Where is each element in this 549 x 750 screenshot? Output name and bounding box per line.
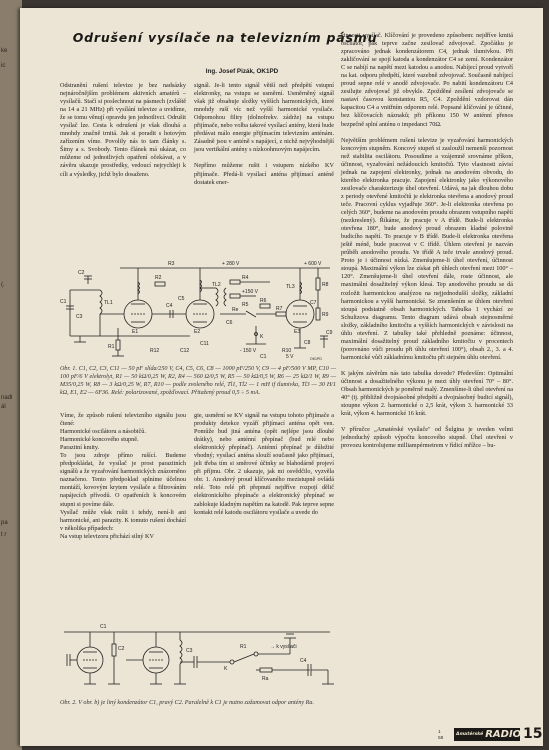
label-c9: C9 bbox=[326, 330, 333, 336]
label-e3: E3 bbox=[294, 329, 301, 335]
column-1-top-text: Odstranění rušení televize je bez nadsázky nejnáročnějším problémem aktivních amatérů – vysílačů. Stačí si poslechnout na pásmech (zvláště na 14 a 21 MHz) při vysílání televize a uvidíme, že se tomu věnují opravdu jen jednotlivci. Odrušit vysílač lze. Cesta k odrušení je však dlouhá a mnohdy značně trnitá. Jak si poradit s hotovým zařízením víme. Povolily nás to tam články s. Šimy a s. Svobody. Tento článek má ukázat, co můžeme od jednotlivých opatření očekávat, a v závěru ukazuje prostředky, vedoucí nejrychleji k cíli a výsledky, jichž bylo dosaženo. bbox=[60, 82, 186, 178]
label-r1: R1 bbox=[108, 344, 115, 350]
label-r12: R12 bbox=[150, 348, 160, 354]
label-r7: R7 bbox=[276, 306, 283, 312]
edge-fragment: pa bbox=[1, 520, 8, 526]
figure-2-caption: Obr. 2. V obr. b) je liný kondenzátor C1, pravý C2. Paralelně k C1 je nutno zažamovat odpor antény Ra. bbox=[60, 700, 314, 706]
label2-c2: C2 bbox=[118, 646, 125, 652]
label-e2: E2 bbox=[194, 329, 201, 335]
label2-ra: Ra bbox=[262, 676, 269, 682]
edge-fragment: nadl bbox=[1, 395, 13, 401]
label-re: Re bbox=[232, 307, 239, 313]
label-c1: C1 bbox=[60, 299, 67, 305]
label-plus280: + 280 V bbox=[222, 261, 240, 267]
circuit-diagram-1 bbox=[60, 248, 338, 362]
label-c12: C12 bbox=[180, 348, 190, 354]
label-c11: C11 bbox=[200, 341, 209, 347]
article-author: Ing. Josef Pizák, OK1PD bbox=[205, 68, 279, 75]
column-2-bottom-text: gie, usměrní se KV signál na vstupu tohoto přijímače a produkty detekce vyzáří přijímací anténa opět ven. Pomůže bud jiná anténa (opět nejlépe jsou dlouhé drátky), nebo anténní přepínač (bud relé nebo elektronický přepínač). Anténní přepínač je důležité vhodný; vysílací anténa slouží současně jako přijímací, jeli třeba tím si směrové účinky se blahodárně projeví při příjmu. Obr. 2 ukazuje, jak mi osvědčilo, vyzvěla obr. 1. Anodový proud klíčovaného mezistupně ovládá relé. Toto relé při přepnutí nejdříve rozpojí dělič elektronického přepínače a elektronický přepínač se zablokuje kladným napětím na katodě. Pak teprve sepne kontakt relé katodu oscilátoru vysílače a uvede do bbox=[194, 412, 334, 516]
label-r9: R9 bbox=[322, 312, 329, 318]
label-c3: C3 bbox=[76, 314, 83, 320]
column-3-text: činnosti vysílač. Klíčování je provedeno způsobem: nejdříve kmitá oscilátor, pak teprve začne zesilovač zdvojovač. Zpočátku je zpracováno jednak kondenzátorem C4, jednak tlumivkou. Při zakličování se spojí katoda a kondenzátor C4 se zemí. Kondenzátor C se nabíjí na napětí mezi katodou a anodou. Nabíjecí proud vytvoří na kat. odporu předpětí, které vazebně zdvojovač. Současně nabíjecí proud sepne relé v anodě zdvojovače. Po nabití kondenzátoru C4 zesilujte zdvojovač již obvykle. Zpožděné zesílení zdvojovače se nastaví časovou konstantou R5, C4. Zpoždění vzdorovat dán kapacitou C4 a vnitřním odporem relé. Popsané klíčování je účinné, bez klíčovacích náznaků; při příkonu 150 W anténní přenos bezpečně splní anténu o impedanci 70Ω. Největším problémem rušení televize je vyzařování harmonických koncovým stupněm. Koncový stupeň si zasloužil nemenší pozornost než stabilita oscilátoru. Posoudíme a vzájemně srovnáme příkon, účinnost, vyzařování nežádoucích kmitočtů. Tyto vlastnosti závisí jednak na zapojení elektronky, jednak na anodovém obvodu, do kterého elektronka pracuje. Zapojení elektronky jako výkonového zesilovače charakterizuje úhel otevření. Udává, na jak dlouhou dobu z periody otevřené kmitočtů je elektronka otevřena a anodový proud teče. Pracovní cyklus vyjadřuje 360°. Je-li elektronka otevřena po celých 360°, budeme na anodovém proudu obrazem vstupního napětí (nezkreslený). Říkáme, že pracuje v A třídě. Bude-li elektronka otevřena 180°, bude anodový proud obrazem kladné polovině budicího napětí. To pracuje v B třídě. Bude-li elektronka otevřena ještě méně, bude pracovat v C třídě. Úhlem otevření je nazván průběh anodového proudu. Ve třídě A teče trvale anodový proud. Proto je i účinnost nízká. Zmenšujeme-li úhel otevření, účinnost stoupá. Maximální výkon lze získat při úhlech otevření mezi 100° – 120°. Zmenšujeme-li úhel otevření dále, roste účinnost, ale maximální dosažitelný výkon klesá. Tep anodového proudu se dá rozložit harmonickou analýzou na nejjednodušší složky, základní harmonickou a vyšší harmonické. Se zmenšením se úhlem otevření stoupá podstatně obsah harmonických. Tabulka 1 vychází ze Schultzova diagramu. Tento diagram udává obsah stejnosměrné složky, základního kmitočtu a vyšších harmonických v závislosti na úhlu otevření. Z tabulky také přehledně poznáme: účinnost, maximální dosažitelný proud základního kmitočtu v procentech (porovnáno vůči proudu při úhlu otevření 100°), obsah 2., 3. a 4. harmonické vůči základnímu kmitočtu při stejném úhlu otevření. K jakým závěrům nás tato tabulka dovede? Především: Optimální účinnost a dosažitelného výkonu je mezi úhly otevření 70° – 80°. Obsah harmonických je poměrně malý. Zmenšíme-li úhel otevření na 40° (tj. přibližně dvojnásobné předpětí a dvojnásobný budicí signál), stoupne výkon 2. harmonické o 2,5 krát, výkon 3. harmonické 33 krát, výkon 4. harmonické 16 krát. V příručce „Amatérské vysílače" od Šulgina je uveden velmi jednoduchý způsob výpočtu koncového stupně. Úhel otevření v provozu kontrolujeme milliampérmetrem v řídicí mřížce – bu- bbox=[341, 32, 513, 450]
figure-1-caption: Obr. 1. C1, C2, C3, C11 — 50 pF slída/250 V, C4, C5, C6, C8 — 1000 pF/250 V, C9 — 4 pF/500 V MP, C10 — 100 pF/6 V elektrolyt, R1 — 50 kΩ/0,25 W, R2, R4 — 560 Ω/0,5 W, R5 — 50 kΩ/0,5 W, R6 — 25 kΩ/1 W, R9 — M35/0,25 W, R8 — 3 kΩ/0,25 W, R7, R10 — podle zvoleného relé, Tl1, Tl2 — 1 mH if tlumivka, Tl3 — 30 H/1 kΩ, E1, E2 — 6F36. Relé: polarizované, zpožďovací. Přitažený proud 0,5 ÷ 5 mA. bbox=[60, 366, 336, 396]
article-title: Odrušení vysílače na televizním pásmu bbox=[72, 30, 378, 45]
label2-c3: C3 bbox=[186, 648, 193, 654]
label-5v: 5 V bbox=[286, 354, 294, 360]
column-1-bottom-text: Víme, že způsob rušení televizního signálu jsou čtené: Harmonické oscilátoru a násobičů. Harmonické koncového stupně. Parazitní kmity. To jsou zdroje přímo rušící. Budeme předpokládat, že vysílač je prost parazitních signálů a že vyzařování harmonických znázorněno naznačeno. Tento předpoklad splníme účelnou montáží, kovovým krytem vysílače a filtrováním napájecích přívodů. O opatřeních k koncovém stupni si povíme dále. Vysílač může však rušit i tehdy, není-li ani harmonické, ani parazity. K tomuto rušení dochází v několika případech: Na vstup televizoru přichází silný KV bbox=[60, 412, 186, 540]
edge-fragment: t r bbox=[1, 532, 7, 538]
label-r8: R8 bbox=[322, 282, 329, 288]
label-plus150: +150 V bbox=[242, 289, 258, 295]
label-r4: R4 bbox=[242, 275, 249, 281]
label-minus150: - 150 V bbox=[240, 348, 257, 354]
issue-info: 1 58 bbox=[438, 730, 444, 741]
label2-c1: C1 bbox=[100, 624, 107, 630]
column-2-top-text: signál. Je-li tento signál větší než předpětí vstupní elektronky, na vstupu se usměrní. Usměrněný signál však již obsahuje složky vyšších harmonických, které mnohdy ruší víc než vyšší harmonické vysílače. Odpomohou filtry (dolnofrekv. zádrže) na vstupu přijímače, nebo volba takové vysílací antény, která bude předávat málo energie přijímacím televizním anténám. Zásadně jsou v anténě s napájecí, z nichž nejvýhodnější jsou vertikální antény s nízkoohmovým napájecím. Nepřímo můžeme rušit i vstupem nízkého KV přijímače. Předá-li vysílací anténa přijímací anténě dostatek ener- bbox=[194, 82, 334, 186]
magazine-page bbox=[20, 8, 543, 746]
label-r3: R3 bbox=[168, 261, 175, 267]
circuit-diagram-2 bbox=[60, 618, 338, 694]
label-r2: R2 bbox=[155, 275, 162, 281]
edge-fragment: ál bbox=[1, 404, 6, 410]
label2-to-tx: → k vysílači bbox=[270, 644, 297, 650]
label2-r1: R1 bbox=[240, 644, 247, 650]
label-c6: C6 bbox=[226, 320, 233, 326]
edge-fragment: (. bbox=[1, 282, 5, 288]
label-tl3: TL3 bbox=[286, 284, 295, 290]
edge-fragment: ic bbox=[1, 63, 6, 69]
label-ok: OK1PD bbox=[310, 357, 322, 361]
label-c2: C2 bbox=[78, 270, 85, 276]
label-r6: R6 bbox=[260, 298, 267, 304]
label-c8: C8 bbox=[304, 340, 311, 346]
label-r5: R5 bbox=[242, 302, 249, 308]
label-c7: C7 bbox=[310, 300, 317, 306]
label-r10: R10 bbox=[282, 348, 292, 354]
adjacent-page-strip bbox=[0, 0, 22, 750]
label-k: K bbox=[260, 334, 264, 340]
label-c4: C4 bbox=[166, 303, 173, 309]
label-tl2: TL2 bbox=[212, 282, 221, 288]
label-plus600: + 600 V bbox=[304, 261, 322, 267]
label-ci: C1 bbox=[260, 354, 267, 360]
label-tl1: TL1 bbox=[104, 300, 113, 306]
label2-c4: C4 bbox=[300, 658, 307, 664]
label-e1: E1 bbox=[132, 329, 139, 335]
label2-k: K bbox=[224, 666, 228, 672]
magazine-logo: $^{Amatérské}$ RADIO bbox=[456, 729, 522, 740]
page-number: 15 bbox=[523, 726, 543, 742]
edge-fragment: ke bbox=[1, 48, 8, 54]
label-c5: C5 bbox=[178, 296, 185, 302]
